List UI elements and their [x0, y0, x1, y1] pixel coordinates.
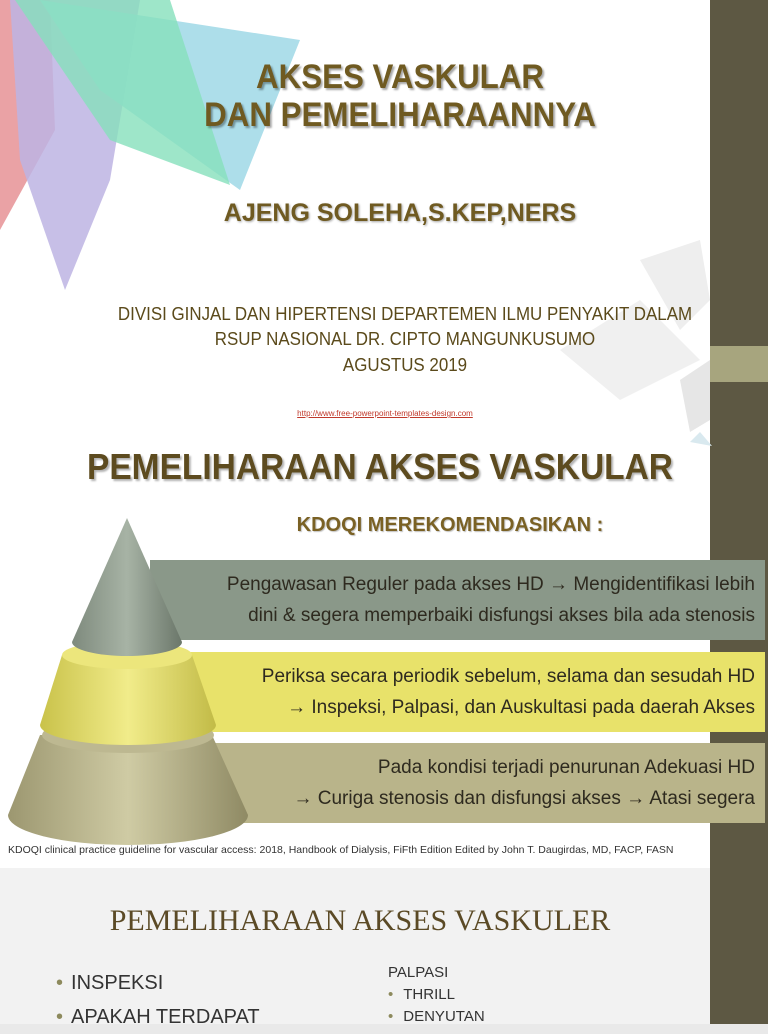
date-line: AGUSTUS 2019 [342, 355, 468, 375]
band-3-line-2: → Curiga stenosis dan disfungsi akses → Atasi segera [293, 788, 755, 809]
palpasi-heading: PALPASI [388, 964, 449, 981]
template-link[interactable]: http://www.free-powerpoint-templates-design.com [297, 409, 473, 418]
title-line-1: AKSES VASKULAR [256, 58, 544, 96]
list-item: • APAKAH TERDAPAT [56, 1006, 260, 1028]
slide3-title: PEMELIHARAAN AKSES VASKULER [109, 904, 611, 937]
institution-line-1: DIVISI GINJAL DAN HIPERTENSI DEPARTEMEN ILMU PENYAKIT DALAM [117, 304, 693, 324]
bullet-icon: • [388, 1008, 394, 1025]
slide-title [0, 0, 768, 432]
band-3-line-1: Pada kondisi terjadi penurunan Adekuasi HD [377, 757, 755, 778]
right-bullet-list [388, 962, 485, 1028]
bullet-icon: • [56, 972, 64, 994]
title-line-2: DAN PEMELIHARAANNYA [204, 96, 596, 134]
band-1-line-2: dini & segera memperbaiki disfungsi akses bila ada stenosis [248, 605, 755, 626]
list-item: • DENYUTAN [388, 1008, 485, 1025]
cone-pyramid-graphic [0, 510, 260, 850]
list-item: • THRILL [388, 986, 455, 1003]
band-2-line-1: Periksa secara periodik sebelum, selama dan sesudah HD [261, 666, 755, 687]
bullet-icon: • [388, 986, 394, 1003]
institution-line-2: RSUP NASIONAL DR. CIPTO MANGUNKUSUMO [214, 329, 596, 349]
band-2-line-2: → Inspeksi, Palpasi, dan Auskultasi pada daerah Akses [287, 697, 755, 718]
band-1-line-1: Pengawasan Reguler pada akses HD → Mengidentifikasi lebih [226, 574, 755, 595]
author-name: AJENG SOLEHA,S.KEP,NERS [223, 199, 577, 227]
right-sidebar-bar [710, 868, 768, 1024]
list-item: • INSPEKSI [56, 972, 164, 994]
slide2-title: PEMELIHARAAN AKSES VASKULAR [87, 446, 673, 487]
reference-citation: KDOQI clinical practice guideline for vascular access: 2018, Handbook of Dialysis, FiFth Edition Edited by John T. Daugirdas, MD, FACP, FASN [8, 844, 674, 856]
slide2-subtitle: KDOQI MEREKOMENDASIKAN : [296, 514, 604, 536]
bullet-icon: • [56, 1006, 64, 1028]
